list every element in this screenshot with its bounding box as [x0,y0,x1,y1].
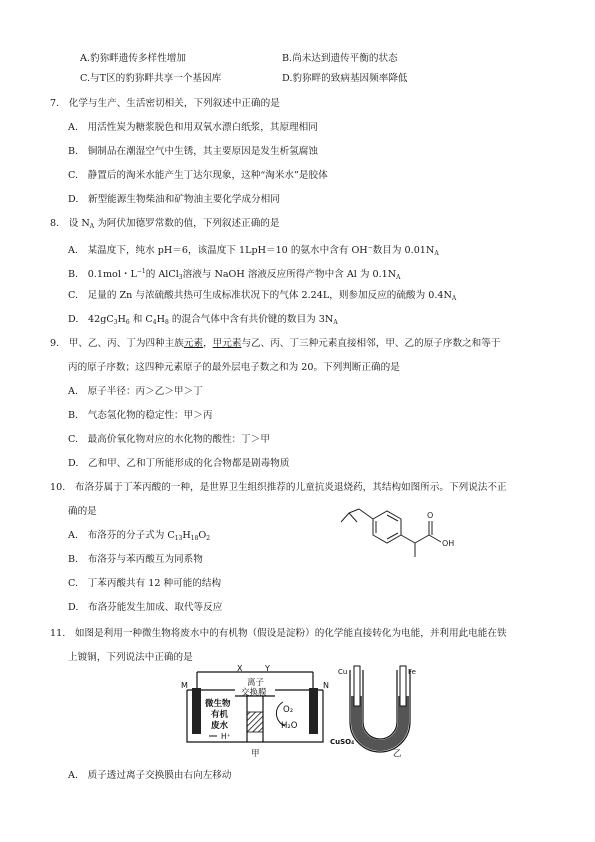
hplus-label: H⁺ [221,732,231,741]
membrane-label-1: 离子 [247,678,265,688]
q11-stem-line1: 11. 如图是利用一种微生物将废水中的有机物（假设是淀粉）的化学能直接转化为电能，并利用此电能在铁 [50,628,507,639]
q10-option-c: C. 丁苯丙酸共有 12 种可能的结构 [68,578,222,589]
cu-label: Cu [338,668,348,676]
label-m: M [181,681,188,690]
q6-option-a: A.豹狝畔遗传多样性增加 [80,53,186,64]
q10-option-d: D. 布洛芬能发生加成、取代等反应 [68,602,223,613]
q8-option-d: D. $42gC_3H_6$ 和 $C_4H_8$ 的混合气体中含有共价键的数目为 $3N_A$ [68,314,338,326]
membrane-label-2: 交换膜 [241,688,267,698]
q7-option-a: A. 用活性炭为糖浆脱色和用双氧水漂白纸浆，其原理相同 [68,122,318,133]
q7-option-b: B. 铜制品在潮湿空气中生锈，其主要原因是发生析氢腐蚀 [68,146,318,157]
organic-label: 有机 [211,710,229,720]
label-y: Y [265,664,270,673]
q7-option-d: D. 新型能源生物柴油和矿物油主要化学成分相同 [68,194,280,205]
jia-label: 甲 [251,749,260,759]
label-n: N [323,681,329,690]
q8-option-c: C. 足量的 Zn 与浓硫酸共热可生成标准状况下的气体 2.24L，则参加反应的硫酸为 $0.4N_A$ [68,290,457,302]
q7-stem: 7. 化学与生产、生活密切相关，下列叙述中正确的是 [50,98,280,109]
wastewater-label: 废水 [211,721,229,731]
yi-label: 乙 [393,749,402,759]
h2o-label: H₂O [281,721,298,731]
q6-option-c: C.与T区的豹狝畔共享一个基因库 [80,73,222,84]
label-x: X [237,664,243,673]
microbe-label: 微生物 [205,699,231,709]
q9-stem-line1: 9. 甲、乙、丙、丁为四种主族元素，甲元素与乙、丙、丁三种元素直接相邻，甲、乙的原子序数之和等于 [50,338,501,349]
q8-option-a: A. 某温度下，纯水 pH＝6，该温度下 1LpH＝10 的氨水中含有 OH−数目为 $0.01N_A$ [68,244,439,257]
electrochemistry-figure [175,662,435,762]
q9-option-b: B. 气态氢化物的稳定性：甲＞丙 [68,410,213,421]
q7-option-c: C. 静置后的淘米水能产生丁达尔现象，这种“淘米水”是胶体 [68,170,328,181]
q9-option-d: D. 乙和甲、乙和丁所能形成的化合物都是剧毒物质 [68,458,290,469]
q10-option-b: B. 布洛芬与苯丙酸互为同系物 [68,554,203,565]
o2-label: O₂ [283,705,294,715]
q6-option-b: B.尚未达到遗传平衡的状态 [282,53,398,64]
q10-stem-line1: 10. 布洛芬属于丁苯丙酸的一种，是世界卫生组织推荐的儿童抗炎退烧药，其结构如图所示。下列说法不正 [50,482,507,493]
carbonyl-o-label: O [427,511,434,520]
q11-option-a: A. 质子透过离子交换膜由右向左移动 [68,770,232,781]
q10-option-a: A. 布洛芬的分子式为 $C_{13}H_{18}O_2$ [68,530,211,542]
q8-option-b: B. 0.1mol・$L^{-1}$的 AlCl$_3$溶液与 NaOH 溶液反应所得产物中含 Al 为 $0.1N_A$ [68,268,401,281]
q11-stem-line2: 上镀铜，下列说法中正确的是 [68,652,193,663]
q9-option-a: A. 原子半径：丙＞乙＞甲＞丁 [68,386,203,397]
ibuprofen-structure [335,505,470,580]
cuso4-label: CuSO₄ [330,738,355,746]
fe-label: Fe [408,668,416,676]
hydroxyl-label: OH [442,539,455,548]
q10-stem-line2: 确的是 [68,506,97,517]
q6-option-d: D.豹狝畔的致病基因频率降低 [282,73,408,84]
q9-stem-line2: 丙的原子序数；这四种元素原子的最外层电子数之和为 20。下列判断正确的是 [68,362,400,373]
q8-stem: 8. 设 $N_A$ 为阿伏加德罗常数的值，下列叙述正确的是 [50,218,280,230]
q9-option-c: C. 最高价氧化物对应的水化物的酸性：丁＞甲 [68,434,270,445]
